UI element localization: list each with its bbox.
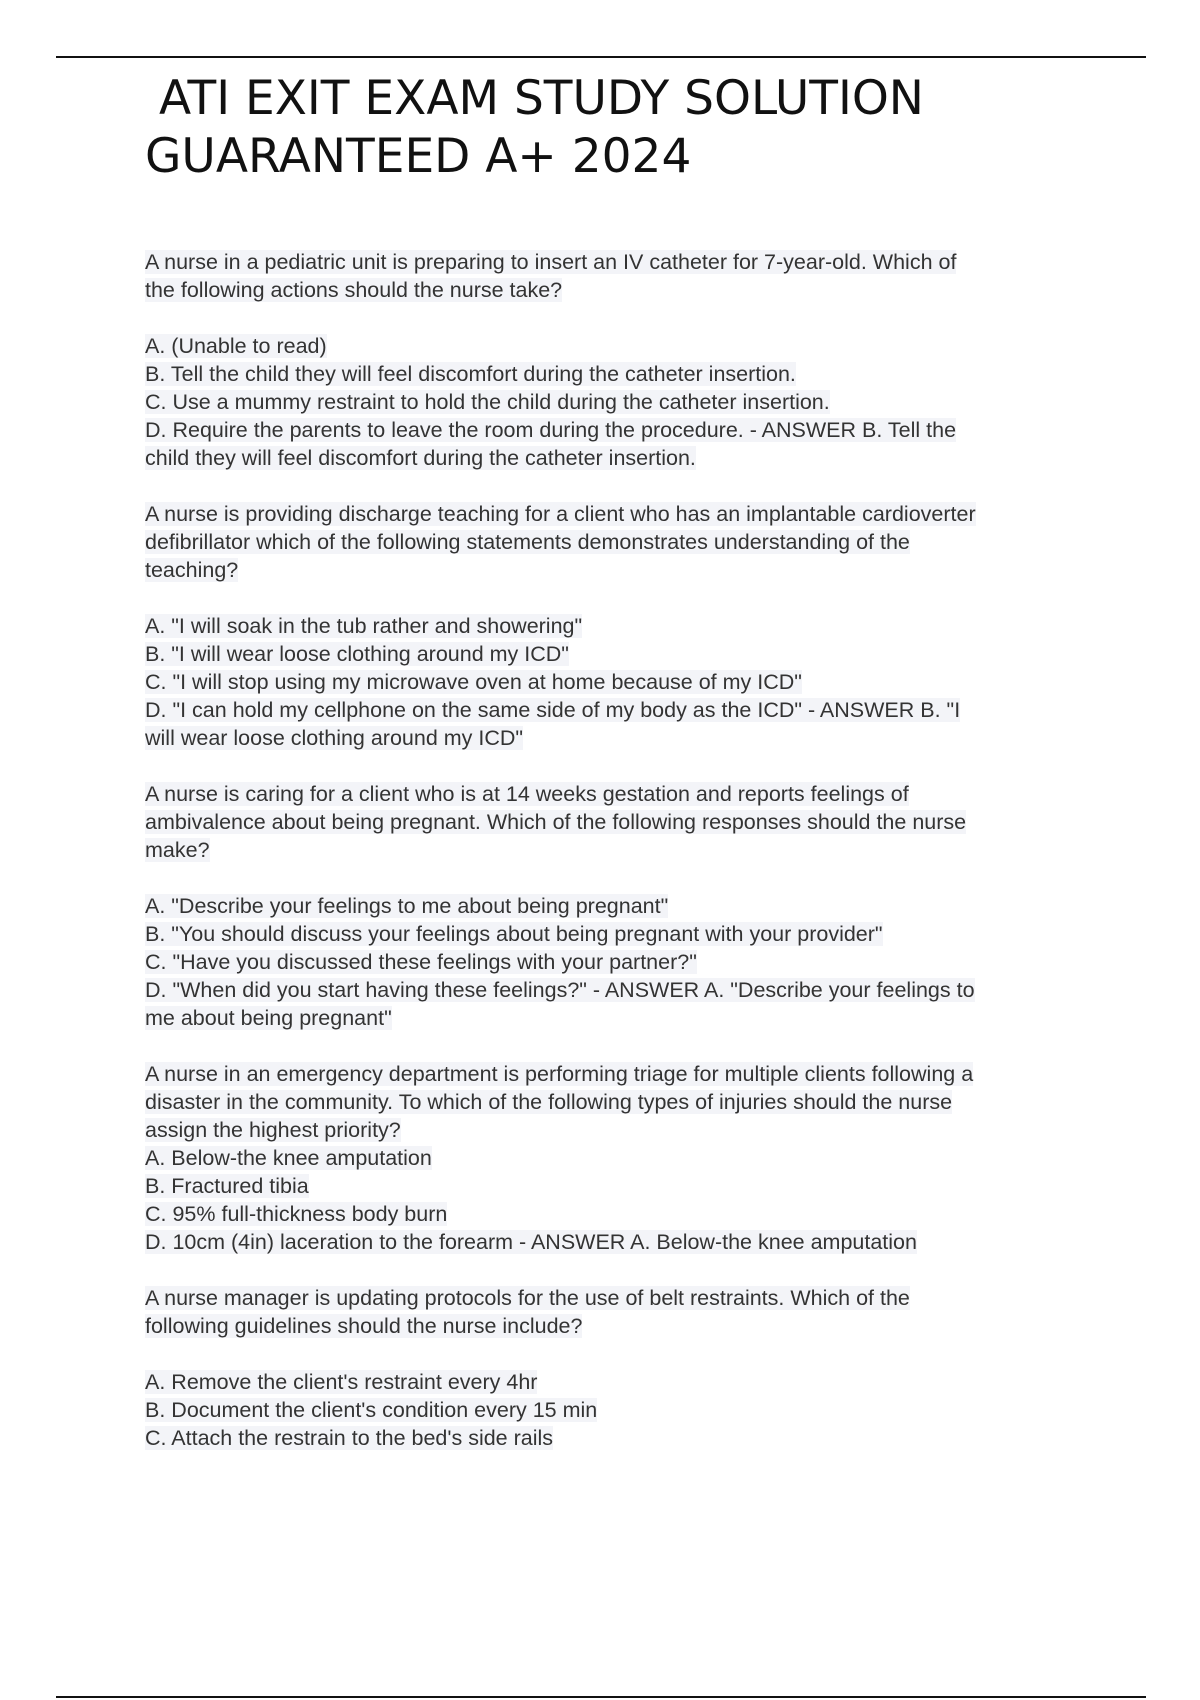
page-title	[145, 70, 1145, 186]
option: B. "You should discuss your feelings about being pregnant with your provider"	[145, 922, 883, 946]
bottom-rule	[56, 1696, 1146, 1698]
answer-text: will wear loose clothing around my ICD"	[145, 726, 524, 750]
page-title-line-2: GUARANTEED A+ 2024	[145, 129, 692, 184]
document-body	[145, 248, 1085, 1452]
option: C. "Have you discussed these feelings with your partner?"	[145, 950, 697, 974]
option: B. Fractured tibia	[145, 1174, 309, 1198]
option: B. "I will wear loose clothing around my ICD"	[145, 642, 569, 666]
question-options	[145, 892, 1085, 1032]
answer-text: me about being pregnant"	[145, 1006, 392, 1030]
option: D. Require the parents to leave the room during the procedure. - ANSWER B. Tell the	[145, 418, 957, 442]
option: C. 95% full-thickness body burn	[145, 1202, 448, 1226]
question-options	[145, 1144, 1085, 1256]
option: C. "I will stop using my microwave oven at home because of my ICD"	[145, 670, 802, 694]
option: A. (Unable to read)	[145, 334, 327, 358]
question-options	[145, 612, 1085, 752]
question-options	[145, 1368, 1085, 1452]
option: A. Below-the knee amputation	[145, 1146, 432, 1170]
option: D. "When did you start having these feelings?" - ANSWER A. "Describe your feelings to	[145, 978, 975, 1002]
option: D. 10cm (4in) laceration to the forearm - ANSWER A. Below-the knee amputation	[145, 1230, 917, 1254]
option: A. "I will soak in the tub rather and showering"	[145, 614, 583, 638]
option: A. Remove the client's restraint every 4hr	[145, 1370, 538, 1394]
option: A. "Describe your feelings to me about being pregnant"	[145, 894, 669, 918]
question-stem: A nurse is providing discharge teaching for a client who has an implantable cardioverter defibrillator which of the following statements demonstrates understanding of the teaching?	[145, 502, 976, 582]
top-rule	[56, 56, 1146, 58]
page-title-line-1: ATI EXIT EXAM STUDY SOLUTION	[159, 71, 924, 126]
question-stem: A nurse manager is updating protocols for the use of belt restraints. Which of the following guidelines should the nurse include?	[145, 1286, 910, 1338]
question-stem: A nurse in a pediatric unit is preparing to insert an IV catheter for 7-year-old. Which of the following actions should the nurse take?	[145, 250, 957, 302]
option: D. "I can hold my cellphone on the same side of my body as the ICD" - ANSWER B. "I	[145, 698, 961, 722]
option: C. Use a mummy restraint to hold the child during the catheter insertion.	[145, 390, 830, 414]
option: B. Document the client's condition every 15 min	[145, 1398, 598, 1422]
question-stem: A nurse in an emergency department is performing triage for multiple clients following a disaster in the community. To which of the following types of injuries should the nurse assign the highest priority?	[145, 1062, 974, 1142]
option: C. Attach the restrain to the bed's side rails	[145, 1426, 554, 1450]
option: B. Tell the child they will feel discomfort during the catheter insertion.	[145, 362, 796, 386]
question-stem: A nurse is caring for a client who is at 14 weeks gestation and reports feelings of ambivalence about being pregnant. Which of the following responses should the nurse make?	[145, 782, 967, 862]
question-options	[145, 332, 1085, 472]
answer-text: child they will feel discomfort during the catheter insertion.	[145, 446, 696, 470]
